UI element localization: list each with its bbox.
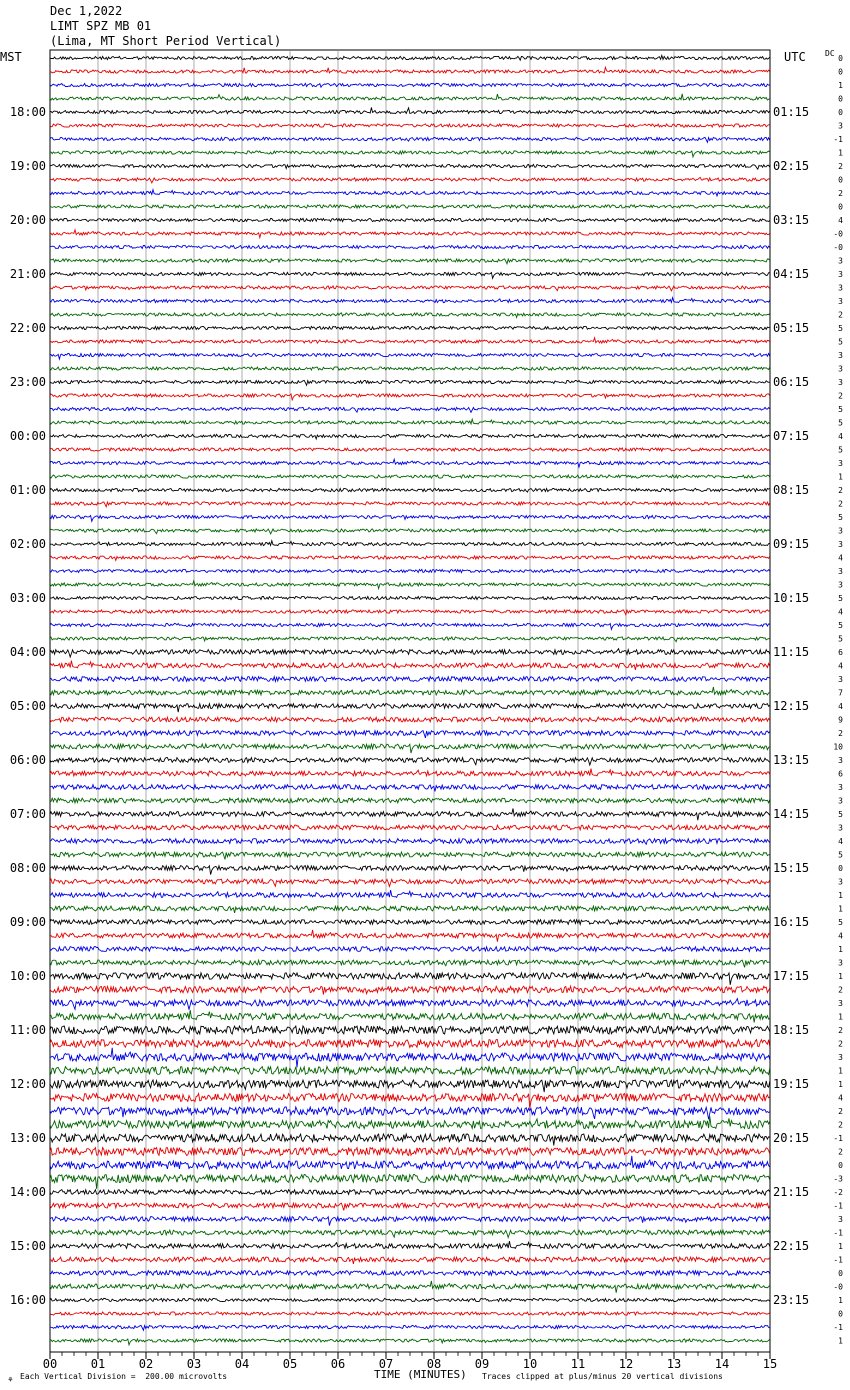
trace-dc-offset: 1 <box>838 472 843 482</box>
seismic-trace <box>50 649 770 657</box>
right-hour-label: 11:15 <box>773 645 810 659</box>
seismic-trace <box>50 999 770 1010</box>
header-description: (Lima, MT Short Period Vertical) <box>50 34 282 48</box>
left-hour-label: 09:00 <box>9 915 46 929</box>
trace-dc-offset: 2 <box>838 1026 843 1035</box>
x-tick-label: 14 <box>714 1357 730 1371</box>
trace-dc-offset: 3 <box>838 783 843 792</box>
trace-dc-offset: 5 <box>838 810 843 819</box>
seismic-trace <box>50 717 770 722</box>
trace-dc-offset: 5 <box>838 634 843 644</box>
seismic-trace <box>50 973 770 985</box>
x-tick-label: 11 <box>570 1357 586 1371</box>
trace-dc-offset: -1 <box>833 1134 843 1143</box>
trace-dc-offset: -1 <box>833 1255 843 1265</box>
seismic-trace <box>50 298 770 303</box>
right-hour-label: 20:15 <box>773 1131 810 1145</box>
trace-dc-offset: 4 <box>838 931 843 941</box>
seismic-trace <box>50 785 770 792</box>
trace-dc-offset: 3 <box>838 567 843 576</box>
dc-label: DC <box>825 49 835 58</box>
trace-dc-offset: 6 <box>838 769 843 779</box>
trace-dc-offset: 1 <box>838 1296 843 1305</box>
seismic-trace <box>50 67 770 73</box>
trace-dc-offset: 2 <box>838 499 843 509</box>
left-hour-label: 07:00 <box>9 807 46 821</box>
trace-dc-offset: 0 <box>838 175 843 185</box>
seismic-trace <box>50 1281 770 1293</box>
left-hour-label: 22:00 <box>9 321 46 335</box>
x-tick-label: 02 <box>138 1357 154 1371</box>
trace-dc-offset: 5 <box>838 418 843 428</box>
seismic-trace <box>50 529 770 534</box>
left-hour-label: 20:00 <box>9 213 46 227</box>
seismic-trace <box>50 798 770 803</box>
trace-dc-offset: 1 <box>838 891 843 900</box>
seismic-trace <box>50 259 770 264</box>
trace-dc-offset: -1 <box>833 135 843 144</box>
seismic-trace <box>50 930 770 942</box>
trace-dc-offset: 3 <box>838 459 843 468</box>
right-hour-label: 02:15 <box>773 159 810 173</box>
seismic-trace <box>50 1107 770 1119</box>
left-hour-label: 21:00 <box>9 267 46 281</box>
trace-dc-offset: 2 <box>838 729 843 738</box>
trace-dc-offset: -0 <box>833 1282 843 1292</box>
trace-dc-offset: 3 <box>838 675 843 684</box>
trace-dc-offset: 1 <box>838 81 843 90</box>
left-hour-label: 03:00 <box>9 591 46 605</box>
seismic-trace <box>50 890 770 897</box>
seismic-trace <box>50 637 770 642</box>
trace-dc-offset: 5 <box>838 513 843 522</box>
x-tick-label: 05 <box>282 1357 298 1371</box>
trace-dc-offset: 1 <box>838 1336 843 1346</box>
seismic-trace <box>50 205 770 208</box>
seismic-trace <box>50 55 770 60</box>
seismic-trace <box>50 986 770 994</box>
left-hour-label: 01:00 <box>9 483 46 497</box>
seismic-trace <box>50 1094 770 1109</box>
seismic-trace <box>50 960 770 967</box>
right-hour-label: 14:15 <box>773 807 810 821</box>
seismic-trace <box>50 286 770 291</box>
seismic-trace <box>50 1271 770 1276</box>
trace-dc-offset: 1 <box>838 1012 843 1022</box>
trace-dc-offset: 6 <box>838 648 843 657</box>
seismic-trace <box>50 313 770 318</box>
x-tick-label: 12 <box>618 1357 634 1371</box>
seismic-trace <box>50 839 770 845</box>
scale-note: Each Vertical Division = 200.00 microvolts <box>20 1372 228 1381</box>
trace-dc-offset: 1 <box>838 148 843 158</box>
right-hour-label: 10:15 <box>773 591 810 605</box>
seismic-trace <box>50 1040 770 1048</box>
header-station: LIMT SPZ MB 01 <box>50 19 152 33</box>
left-hour-label: 16:00 <box>9 1293 46 1307</box>
seismic-trace <box>50 1257 770 1264</box>
seismic-trace <box>50 459 770 467</box>
trace-dc-offset: 10 <box>833 742 843 752</box>
right-hour-label: 08:15 <box>773 483 810 497</box>
trace-dc-offset: 5 <box>838 405 843 414</box>
trace-dc-offset: 3 <box>838 877 843 887</box>
seismic-trace <box>50 1325 770 1330</box>
left-hour-label: 02:00 <box>9 537 46 551</box>
right-hour-label: 18:15 <box>773 1023 810 1037</box>
trace-dc-offset: 9 <box>838 715 843 725</box>
left-hour-label: 13:00 <box>9 1131 46 1145</box>
right-hour-label: 04:15 <box>773 267 810 281</box>
seismic-trace <box>50 353 770 359</box>
trace-dc-offset: 4 <box>838 432 843 441</box>
trace-dc-offset: 3 <box>838 1215 843 1224</box>
seismic-trace <box>50 83 770 87</box>
seismic-trace <box>50 610 770 615</box>
seismic-trace <box>50 1339 770 1345</box>
trace-dc-offset: -2 <box>833 1188 843 1197</box>
seismic-trace <box>50 272 770 278</box>
header-date: Dec 1,2022 <box>50 4 123 18</box>
trace-dc-offset: 3 <box>838 823 843 833</box>
seismic-trace <box>50 1134 770 1145</box>
seismic-trace <box>50 502 770 507</box>
seismic-trace <box>50 947 770 952</box>
seismic-trace <box>50 866 770 875</box>
seismic-trace <box>50 906 770 913</box>
trace-dc-offset: 4 <box>838 216 843 225</box>
trace-dc-offset: 0 <box>838 1161 843 1170</box>
seismic-trace <box>50 731 770 738</box>
x-tick-label: 03 <box>186 1357 202 1371</box>
left-hour-label: 12:00 <box>9 1077 46 1091</box>
seismic-trace <box>50 326 770 329</box>
trace-dc-offset: 3 <box>838 540 843 549</box>
trace-dc-offset: 2 <box>838 1147 843 1157</box>
clip-note: Traces clipped at plus/minus 20 vertical divisions <box>482 1372 723 1381</box>
right-hour-label: 07:15 <box>773 429 810 443</box>
seismic-trace <box>50 879 770 886</box>
seismic-trace <box>50 596 770 599</box>
trace-dc-offset: 3 <box>838 256 843 266</box>
seismic-trace <box>50 1026 770 1034</box>
trace-dc-offset: 2 <box>838 391 843 401</box>
left-hour-label: 06:00 <box>9 753 46 767</box>
trace-dc-offset: 2 <box>838 1120 843 1130</box>
trace-dc-offset: 1 <box>838 1242 843 1251</box>
seismic-trace <box>50 1148 770 1156</box>
seismic-trace <box>50 434 770 439</box>
seismic-trace <box>50 448 770 451</box>
seismic-trace <box>50 245 770 248</box>
trace-dc-offset: 1 <box>838 1066 843 1076</box>
trace-dc-offset: 2 <box>838 985 843 995</box>
left-hour-label: 23:00 <box>9 375 46 389</box>
trace-dc-offset: 5 <box>838 337 843 347</box>
left-hour-label: 10:00 <box>9 969 46 983</box>
seismic-trace <box>50 419 770 424</box>
trace-dc-offset: 3 <box>838 526 843 536</box>
trace-dc-offset: 3 <box>838 351 843 360</box>
x-tick-label: 10 <box>522 1357 538 1371</box>
plot-frame <box>50 50 770 1352</box>
trace-dc-offset: 2 <box>838 1107 843 1116</box>
trace-dc-offset: 1 <box>838 1080 843 1089</box>
seismic-trace <box>50 541 770 546</box>
trace-dc-offset: 3 <box>838 378 843 387</box>
right-hour-label: 12:15 <box>773 699 810 713</box>
trace-dc-offset: 5 <box>838 918 843 927</box>
left-hour-label: 04:00 <box>9 645 46 659</box>
x-tick-label: 15 <box>762 1357 778 1371</box>
seismic-trace <box>50 677 770 682</box>
trace-dc-offset: -1 <box>833 1323 843 1332</box>
trace-group <box>50 55 770 1345</box>
trace-dc-offset: 4 <box>838 1093 843 1103</box>
seismic-trace <box>50 758 770 765</box>
trace-dc-offset: 7 <box>838 688 843 698</box>
left-hour-label: 18:00 <box>9 105 46 119</box>
left-timezone-label: MST <box>0 50 22 64</box>
seismic-trace <box>50 394 770 400</box>
right-hour-label: 22:15 <box>773 1239 810 1253</box>
trace-dc-offset: -1 <box>833 1228 843 1238</box>
seismic-trace <box>50 1010 770 1022</box>
right-hour-label: 13:15 <box>773 753 810 767</box>
seismic-trace <box>50 1156 770 1169</box>
trace-dc-offset: 1 <box>838 972 843 981</box>
seismic-trace <box>50 1048 770 1068</box>
seismic-trace <box>50 1190 770 1196</box>
seismic-trace <box>50 407 770 412</box>
trace-dc-offset: 3 <box>838 121 843 131</box>
right-hour-label: 17:15 <box>773 969 810 983</box>
x-tick-label: 07 <box>378 1357 394 1371</box>
trace-dc-offset: 1 <box>838 904 843 914</box>
x-tick-label: 09 <box>474 1357 490 1371</box>
seismic-trace <box>50 475 770 478</box>
seismic-trace <box>50 1116 770 1128</box>
left-hour-label: 15:00 <box>9 1239 46 1253</box>
seismic-trace <box>50 1203 770 1210</box>
seismic-trace <box>50 687 770 695</box>
seismic-trace <box>50 1067 770 1075</box>
seismic-trace <box>50 852 770 859</box>
trace-dc-offset: 3 <box>838 283 843 293</box>
seismic-trace <box>50 569 770 572</box>
seismic-trace <box>50 124 770 127</box>
seismic-trace <box>50 661 770 670</box>
seismic-trace <box>50 769 770 776</box>
seismic-trace <box>50 151 770 157</box>
seismic-trace <box>50 1175 770 1189</box>
trace-dc-offset: 2 <box>838 189 843 198</box>
trace-dc-offset: -0 <box>833 243 843 252</box>
trace-dc-offset: -1 <box>833 1201 843 1211</box>
trace-dc-offset: 0 <box>838 94 843 104</box>
trace-dc-offset: 5 <box>838 445 843 455</box>
right-hour-label: 03:15 <box>773 213 810 227</box>
trace-dc-offset: 5 <box>838 621 843 630</box>
left-hour-label: 11:00 <box>9 1023 46 1037</box>
seismic-trace <box>50 177 770 183</box>
left-hour-label: 05:00 <box>9 699 46 713</box>
trace-dc-offset: 4 <box>838 553 843 563</box>
seismic-trace <box>50 623 770 629</box>
trace-dc-offset: 3 <box>838 958 843 968</box>
right-hour-label: 16:15 <box>773 915 810 929</box>
trace-dc-offset: 2 <box>838 162 843 171</box>
trace-dc-offset: 2 <box>838 1039 843 1049</box>
trace-dc-offset: 2 <box>838 310 843 320</box>
trace-dc-offset: 4 <box>838 837 843 846</box>
seismic-trace <box>50 137 770 142</box>
trace-dc-offset: 0 <box>838 54 843 63</box>
trace-dc-offset: 3 <box>838 796 843 806</box>
seismic-trace <box>50 488 770 492</box>
trace-dc-offset: 0 <box>838 67 843 77</box>
x-tick-label: 08 <box>426 1357 442 1371</box>
seismic-trace <box>50 581 770 589</box>
seismic-trace <box>50 338 770 343</box>
seismic-trace <box>50 1230 770 1237</box>
trace-dc-offset: 3 <box>838 364 843 374</box>
x-tick-label: 04 <box>234 1357 250 1371</box>
trace-dc-offset: 5 <box>838 594 843 603</box>
trace-dc-offset: 0 <box>838 202 843 212</box>
trace-dc-offset: 4 <box>838 607 843 617</box>
trace-dc-offset: 0 <box>838 1269 843 1278</box>
x-axis-label: TIME (MINUTES) <box>374 1368 467 1381</box>
seismic-trace <box>50 825 770 830</box>
right-hour-label: 01:15 <box>773 105 810 119</box>
trace-dc-offset: 0 <box>838 1309 843 1319</box>
seismic-trace <box>50 1217 770 1226</box>
corner-mark: ⚘ <box>8 1375 13 1384</box>
seismic-trace <box>50 1312 770 1316</box>
seismic-trace <box>50 218 770 221</box>
trace-dc-offset: 1 <box>838 945 843 954</box>
right-hour-label: 15:15 <box>773 861 810 875</box>
trace-dc-offset: 0 <box>838 108 843 117</box>
right-hour-label: 06:15 <box>773 375 810 389</box>
seismic-trace <box>50 367 770 371</box>
right-hour-label: 19:15 <box>773 1077 810 1091</box>
left-hour-label: 14:00 <box>9 1185 46 1199</box>
seismic-trace <box>50 704 770 713</box>
x-tick-label: 01 <box>90 1357 106 1371</box>
seismic-trace <box>50 190 770 196</box>
right-hour-label: 21:15 <box>773 1185 810 1199</box>
left-hour-label: 19:00 <box>9 159 46 173</box>
x-tick-label: 00 <box>42 1357 58 1371</box>
plot-grid <box>50 50 770 1352</box>
trace-dc-offset: -3 <box>833 1174 843 1184</box>
trace-dc-offset: 3 <box>838 756 843 765</box>
right-hour-label: 23:15 <box>773 1293 810 1307</box>
seismic-trace <box>50 164 770 169</box>
seismic-trace <box>50 1241 770 1248</box>
trace-dc-offset: 2 <box>838 486 843 495</box>
trace-dc-offset: 4 <box>838 661 843 671</box>
x-tick-label: 13 <box>666 1357 682 1371</box>
trace-dc-offset: 3 <box>838 297 843 306</box>
right-hour-label: 09:15 <box>773 537 810 551</box>
seismic-trace <box>50 230 770 238</box>
trace-dc-offset: 5 <box>838 850 843 860</box>
trace-dc-offset: 3 <box>838 270 843 279</box>
seismic-trace <box>50 920 770 925</box>
right-timezone-label: UTC <box>784 50 806 64</box>
seismic-trace <box>50 515 770 521</box>
trace-dc-offset: -0 <box>833 229 843 239</box>
trace-dc-offset: 3 <box>838 1053 843 1062</box>
seismic-trace <box>50 556 770 561</box>
left-hour-label: 00:00 <box>9 429 46 443</box>
trace-dc-offset: 0 <box>838 864 843 873</box>
right-hour-label: 05:15 <box>773 321 810 335</box>
trace-dc-offset: 4 <box>838 702 843 711</box>
trace-dc-offset: 3 <box>838 580 843 590</box>
seismic-trace <box>50 1080 770 1092</box>
trace-dc-offset: 5 <box>838 324 843 333</box>
seismic-trace <box>50 94 770 100</box>
left-hour-label: 08:00 <box>9 861 46 875</box>
seismic-trace <box>50 809 770 821</box>
seismic-trace <box>50 1298 770 1301</box>
seismic-trace <box>50 744 770 753</box>
x-tick-label: 06 <box>330 1357 346 1371</box>
trace-dc-offset: 3 <box>838 999 843 1008</box>
seismic-trace <box>50 108 770 114</box>
seismic-trace <box>50 380 770 385</box>
